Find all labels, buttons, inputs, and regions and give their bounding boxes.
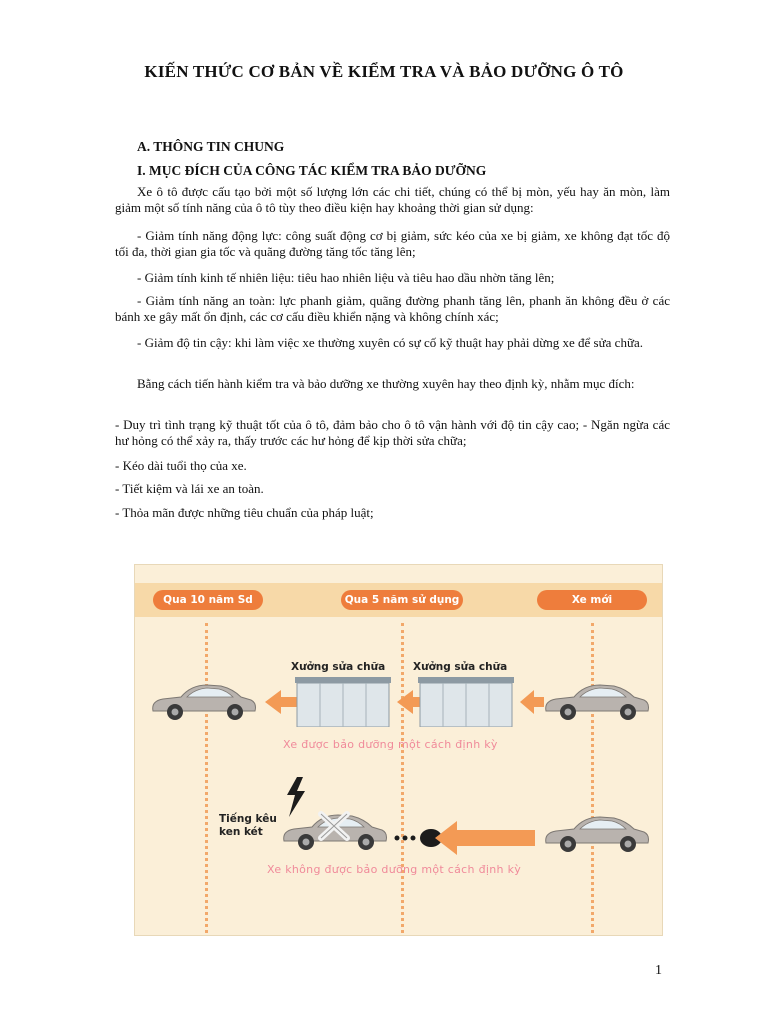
pill-label-5-years: Qua 5 năm sử dụng xyxy=(341,590,463,610)
pill-label-new-car: Xe mới xyxy=(537,590,647,610)
page-number: 1 xyxy=(655,963,662,978)
bullet-dynamic-performance: - Giảm tính năng động lực: công suất động cơ bị giảm, sức kéo của xe bị giảm, xe không đạt tốc độ tối đa, thời gian gia tốc và quãng đường tăng tốc tăng lên; xyxy=(115,228,670,259)
bullet-fuel-economy: - Giảm tính kinh tế nhiên liệu: tiêu hao nhiên liệu và tiêu hao dầu nhờn tăng lên; xyxy=(137,270,555,285)
timeline-dotted-center xyxy=(401,623,404,933)
noise-label-line-1: Tiếng kêu xyxy=(219,813,277,825)
intro-paragraph: Xe ô tô được cấu tạo bởi một số lượng lớn các chi tiết, chúng có thể bị mòn, yếu hay ăn mòn, làm giảm một số tính năng của ô tô tùy theo điều kiện hay khoảng thời gian sử dụng: xyxy=(115,184,670,215)
purpose-item-2: - Kéo dài tuổi thọ của xe. xyxy=(115,458,247,473)
bullet-reliability: - Giảm độ tin cậy: khi làm việc xe thường xuyên có sự cố kỹ thuật hay phải dừng xe để sửa chữa. xyxy=(137,335,644,350)
caption-not-maintained: Xe không được bảo dưỡng một cách định kỳ xyxy=(267,863,522,876)
timeline-dotted-right xyxy=(591,623,594,933)
purpose-item-4: - Thỏa mãn được những tiêu chuẩn của pháp luật; xyxy=(115,505,374,520)
purpose-item-1: - Duy trì tình trạng kỹ thuật tốt của ô tô, đảm bảo cho ô tô vận hành với độ tin cậy cao; - Ngăn ngừa các hư hỏng có thể xảy ra, thấy trước các hư hỏng để kịp thời sửa chữa; xyxy=(115,417,670,448)
noise-label-line-2: ken két xyxy=(219,826,263,838)
damage-x-icon xyxy=(318,811,350,841)
workshop-icon xyxy=(418,677,514,727)
pill-label-10-years: Qua 10 năm Sd xyxy=(153,590,263,610)
car-icon xyxy=(540,675,652,725)
car-icon xyxy=(147,675,259,725)
timeline-dotted-left xyxy=(205,623,208,933)
noise-label xyxy=(219,813,277,839)
bullet-safety: - Giảm tính năng an toàn: lực phanh giảm, quãng đường phanh tăng lên, phanh ăn không đều ở các bánh xe gây mất ổn định, các cơ cấu điều khiển nặng và không chính xác; xyxy=(115,293,670,324)
purpose-item-3: - Tiết kiệm và lái xe an toàn. xyxy=(115,481,264,496)
car-icon xyxy=(540,807,652,857)
section-heading-i: I. MỤC ĐÍCH CỦA CÔNG TÁC KIỂM TRA BẢO DƯỠNG xyxy=(137,163,487,178)
workshop-label-2: Xưởng sửa chữa xyxy=(413,661,508,673)
workshop-label-1: Xưởng sửa chữa xyxy=(291,661,386,673)
purpose-intro: Bằng cách tiến hành kiểm tra và bảo dưỡng xe thường xuyên hay theo định kỳ, nhằm mục đích: xyxy=(137,376,635,391)
caption-maintained: Xe được bảo dưỡng một cách định kỳ xyxy=(283,738,498,751)
section-heading-a: A. THÔNG TIN CHUNG xyxy=(137,139,285,154)
page-title: KIẾN THỨC CƠ BẢN VỀ KIỂM TRA VÀ BẢO DƯỠNG Ô TÔ xyxy=(144,62,624,81)
workshop-icon xyxy=(295,677,391,727)
arrow-left-icon xyxy=(435,821,535,855)
maintenance-figure xyxy=(134,564,663,936)
